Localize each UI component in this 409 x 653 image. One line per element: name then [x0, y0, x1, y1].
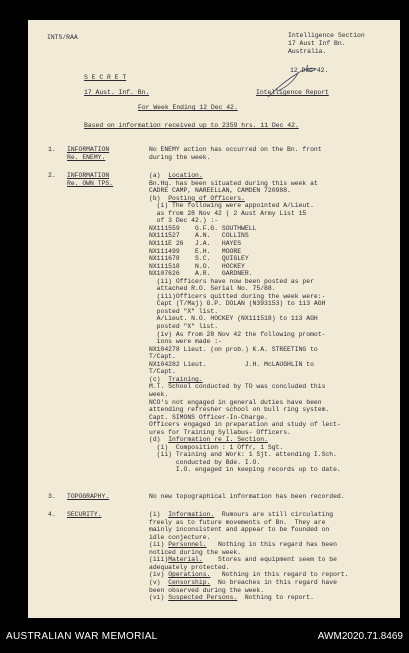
section-line: I.O. engaged in keeping records up to date. [149, 466, 341, 474]
section-heading: INFORMATION [67, 172, 110, 179]
section-line: NX104278 Lieut. (on prob.) K.A. STREETING to [149, 345, 318, 353]
information-basis: Based on information received up to 2359 hrs. 11 Dec 42. [84, 122, 299, 129]
section-line: (ii) Personnel. Nothing in this regard has been [149, 541, 337, 549]
report-date: 12 Dec 42. [290, 67, 329, 74]
section-line: (i) Information. Rumours are still circulating [149, 511, 334, 518]
section-line: ions were made :- [149, 338, 222, 346]
section-line: NX111E 26 J.A. HAYES [149, 239, 242, 247]
section-line: (iii)Material. Stores and equipment seem to be [149, 556, 337, 564]
section-line: (a) Location. [149, 172, 203, 179]
section-line: Bn.Hq. has been situated during this week at [149, 179, 318, 187]
org-line-1: Intelligence Section [288, 32, 365, 39]
section-line: CADRE CAMP, NAREELLAN, CAMDEN 720988. [149, 187, 291, 195]
unit-name: 17 Aust. Inf. Bn. [84, 89, 150, 96]
section-line: T/Capt. [149, 368, 176, 376]
report-type: Intelligence Report [256, 89, 329, 96]
section-line: A/Lieut. N.O. HOCKEY (NX111518) to 113 AGH [149, 315, 318, 323]
section-heading: Re. OWN TPS. [67, 179, 114, 187]
section-line: NX104282 Lieut. J.H. McLAUGHLIN to [149, 360, 314, 368]
section-heading: SECURITY. [67, 511, 102, 518]
section-line: (v) Censorship. No breaches in this regard have [149, 578, 337, 586]
section-number: 4. [48, 511, 56, 518]
section-line: idle conjecture. [149, 533, 211, 541]
section-heading: INFORMATION [67, 146, 110, 153]
section-line: (iii)Officers quitted during the week were:- [149, 292, 326, 300]
section-line: (iv) Operations. Nothing in this regard to report. [149, 571, 349, 579]
section-heading: Re. ENEMY. [67, 153, 106, 161]
section-line: posted "X" list. [149, 323, 219, 330]
section-line: NX107626 A.R. GARDNER. [149, 270, 253, 278]
section-number: 1. [48, 146, 56, 153]
section-line: (i) The following were appointed A/Lieut. [149, 202, 314, 210]
section-line: posted "X" list. [149, 307, 219, 315]
section-line: (d) Information re I. Section. [149, 436, 268, 444]
section-line: conducted by Bde. I.O. [149, 458, 261, 466]
section-line: No ENEMY action has occurred on the Bn. front [149, 146, 322, 153]
section-heading: TOPOGRAPHY. [67, 493, 110, 500]
footer-institution: AUSTRALIAN WAR MEMORIAL [6, 631, 158, 642]
section-line: adequately protected. [149, 563, 230, 571]
section-line: NX111518 N.O. HOCKEY [149, 262, 245, 270]
org-line-3: Australia. [288, 48, 327, 55]
section-line: (vi) Suspected Persons. Nothing to report. [149, 594, 314, 602]
section-line: Capt. SIMONS Officer-In-Charge. [149, 413, 268, 421]
section-line: (ii) Training and Work: 1 Sjt. attending I.Sch. [149, 451, 337, 459]
section-line: (i) Composition : 1 Offr, 1 Sgt. [149, 443, 284, 451]
section-line: NX111499 E.H. MOORE [149, 247, 242, 255]
footer-bar [0, 620, 409, 653]
secret-marking: S E C R E T [84, 74, 127, 81]
section-line: of 3 Dec 42.) :- [149, 217, 219, 225]
section-line: NX111678 S.C. QUIGLEY [149, 255, 249, 263]
section-line: attached R.O. Serial No. 75/88. [149, 285, 276, 293]
footer-accession-number: AWM2020.71.8469 [317, 631, 403, 642]
org-line-2: 17 Aust Inf Bn. [288, 40, 346, 47]
section-line: ures for Training Syllabus- Officers. [149, 428, 291, 436]
section-line: Officers engaged in preparation and study of lect- [149, 421, 341, 429]
section-line: noticed during the week. [149, 548, 242, 556]
section-line: (iv) As from 28 Nov 42 the following promot- [149, 330, 326, 338]
section-number: 3. [48, 493, 56, 500]
section-line: as from 28 Nov 42 ( 2 Aust Army List 15 [149, 209, 307, 217]
week-ending: For Week Ending 12 Dec 42. [138, 104, 238, 111]
section-line: (c) Training. [149, 375, 203, 383]
section-line: NX111527 A.N. COLLINS [149, 232, 249, 240]
section-line: week. [149, 390, 169, 398]
section-line: been observed during the week. [149, 586, 265, 594]
section-line: mainly inconsistent and appear to be founded on [149, 526, 330, 534]
section-line: NCO's not engaged in general duties have been [149, 398, 322, 406]
section-line: NX111559 G.F.G. SOUTHWELL [149, 224, 257, 232]
section-line: M.T. School conducted by TO was concluded this [149, 383, 326, 391]
section-line: T/Capt. [149, 353, 176, 361]
section-line: freely as to future movements of Bn. They are [149, 518, 326, 526]
section-line: during the week. [149, 153, 211, 161]
section-number: 2. [48, 172, 56, 179]
reference-code: INTS/RAA [47, 34, 78, 41]
section-line: attending refresher school on bull ring system. [149, 406, 330, 414]
section-line: No new topographical information has been recorded. [149, 493, 345, 500]
section-line: Capt (T/Maj) G.P. DOLAN (N393153) to 113 AGH [149, 300, 326, 308]
section-line: (ii) Officers have now been posted as per [149, 277, 314, 285]
section-line: (b) Posting of Officers. [149, 194, 245, 202]
document-page [28, 20, 400, 618]
